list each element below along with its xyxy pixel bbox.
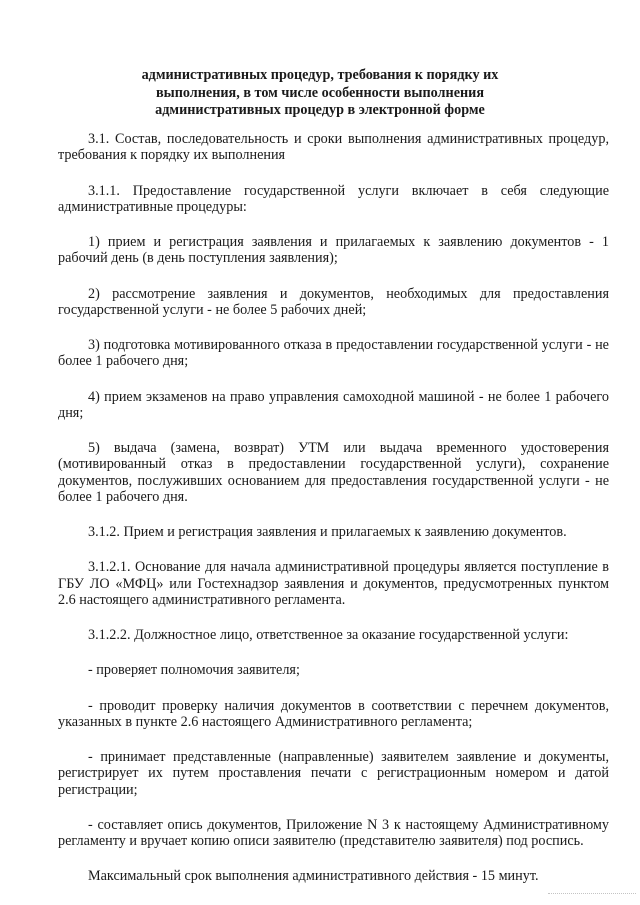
list-item-1: 1) прием и регистрация заявления и прилагаемых к заявлению документов - 1 рабочий день (в день поступления заявления); [58,234,609,267]
paragraph-3-1: 3.1. Состав, последовательность и сроки выполнения административных процедур, требования к порядку их выполнения [58,131,609,164]
dash-item-4: - составляет опись документов, Приложение N 3 к настоящему Административному регламенту и вручает копию описи заявителю (представителю заявителя) под роспись. [58,816,609,850]
document-body [58,131,609,885]
paragraph-3-1-2-2: 3.1.2.2. Должностное лицо, ответственное за оказание государственной услуги: [88,627,569,644]
paragraph-3-1-1: 3.1.1. Предоставление государственной услуги включает в себя следующие административные процедуры: [58,182,609,215]
dash-item-2: - проводит проверку наличия документов в соответствии с перечнем документов, указанных в пункте 2.6 настоящего Административного регламента; [58,697,609,730]
dash-item-1: - проверяет полномочия заявителя; [88,662,300,679]
max-time-paragraph: Максимальный срок выполнения административного действия - 15 минут. [88,868,539,885]
list-item-4: 4) прием экзаменов на право управления самоходной машиной - не более 1 рабочего дня; [58,388,609,421]
heading-line-1: административных процедур, требования к порядку их [141,67,499,83]
heading-line-2: выполнения, в том числе особенности выполнения [155,84,485,101]
paragraph-3-1-2: 3.1.2. Прием и регистрация заявления и прилагаемых к заявлению документов. [88,524,567,541]
heading-line-3: административных процедур в электронной форме [155,102,485,118]
list-item-5: 5) выдача (замена, возврат) УТМ или выдача временного удостоверения (мотивированный отказ в предоставлении государственной услуги), сохранение документов, послуживших основанием для предоставления государственной услуги - не более 1 рабочего дня. [58,440,609,506]
dash-item-3: - принимает представленные (направленные) заявителем заявление и документы, регистрирует их путем проставления печати с регистрационным номером и датой регистрации; [58,749,609,798]
scan-edge-marks [548,893,636,895]
section-heading [100,67,540,120]
paragraph-3-1-2-1: 3.1.2.1. Основание для начала административной процедуры является поступление в ГБУ ЛО «МФЦ» или Гостехнадзор заявления и документов, предусмотренных пунктом 2.6 настоящего административного регламента. [58,559,609,609]
list-item-3: 3) подготовка мотивированного отказа в предоставлении государственной услуги - не более 1 рабочего дня; [58,337,609,370]
list-item-2: 2) рассмотрение заявления и документов, необходимых для предоставления государственной услуги - не более 5 рабочих дней; [58,285,609,318]
